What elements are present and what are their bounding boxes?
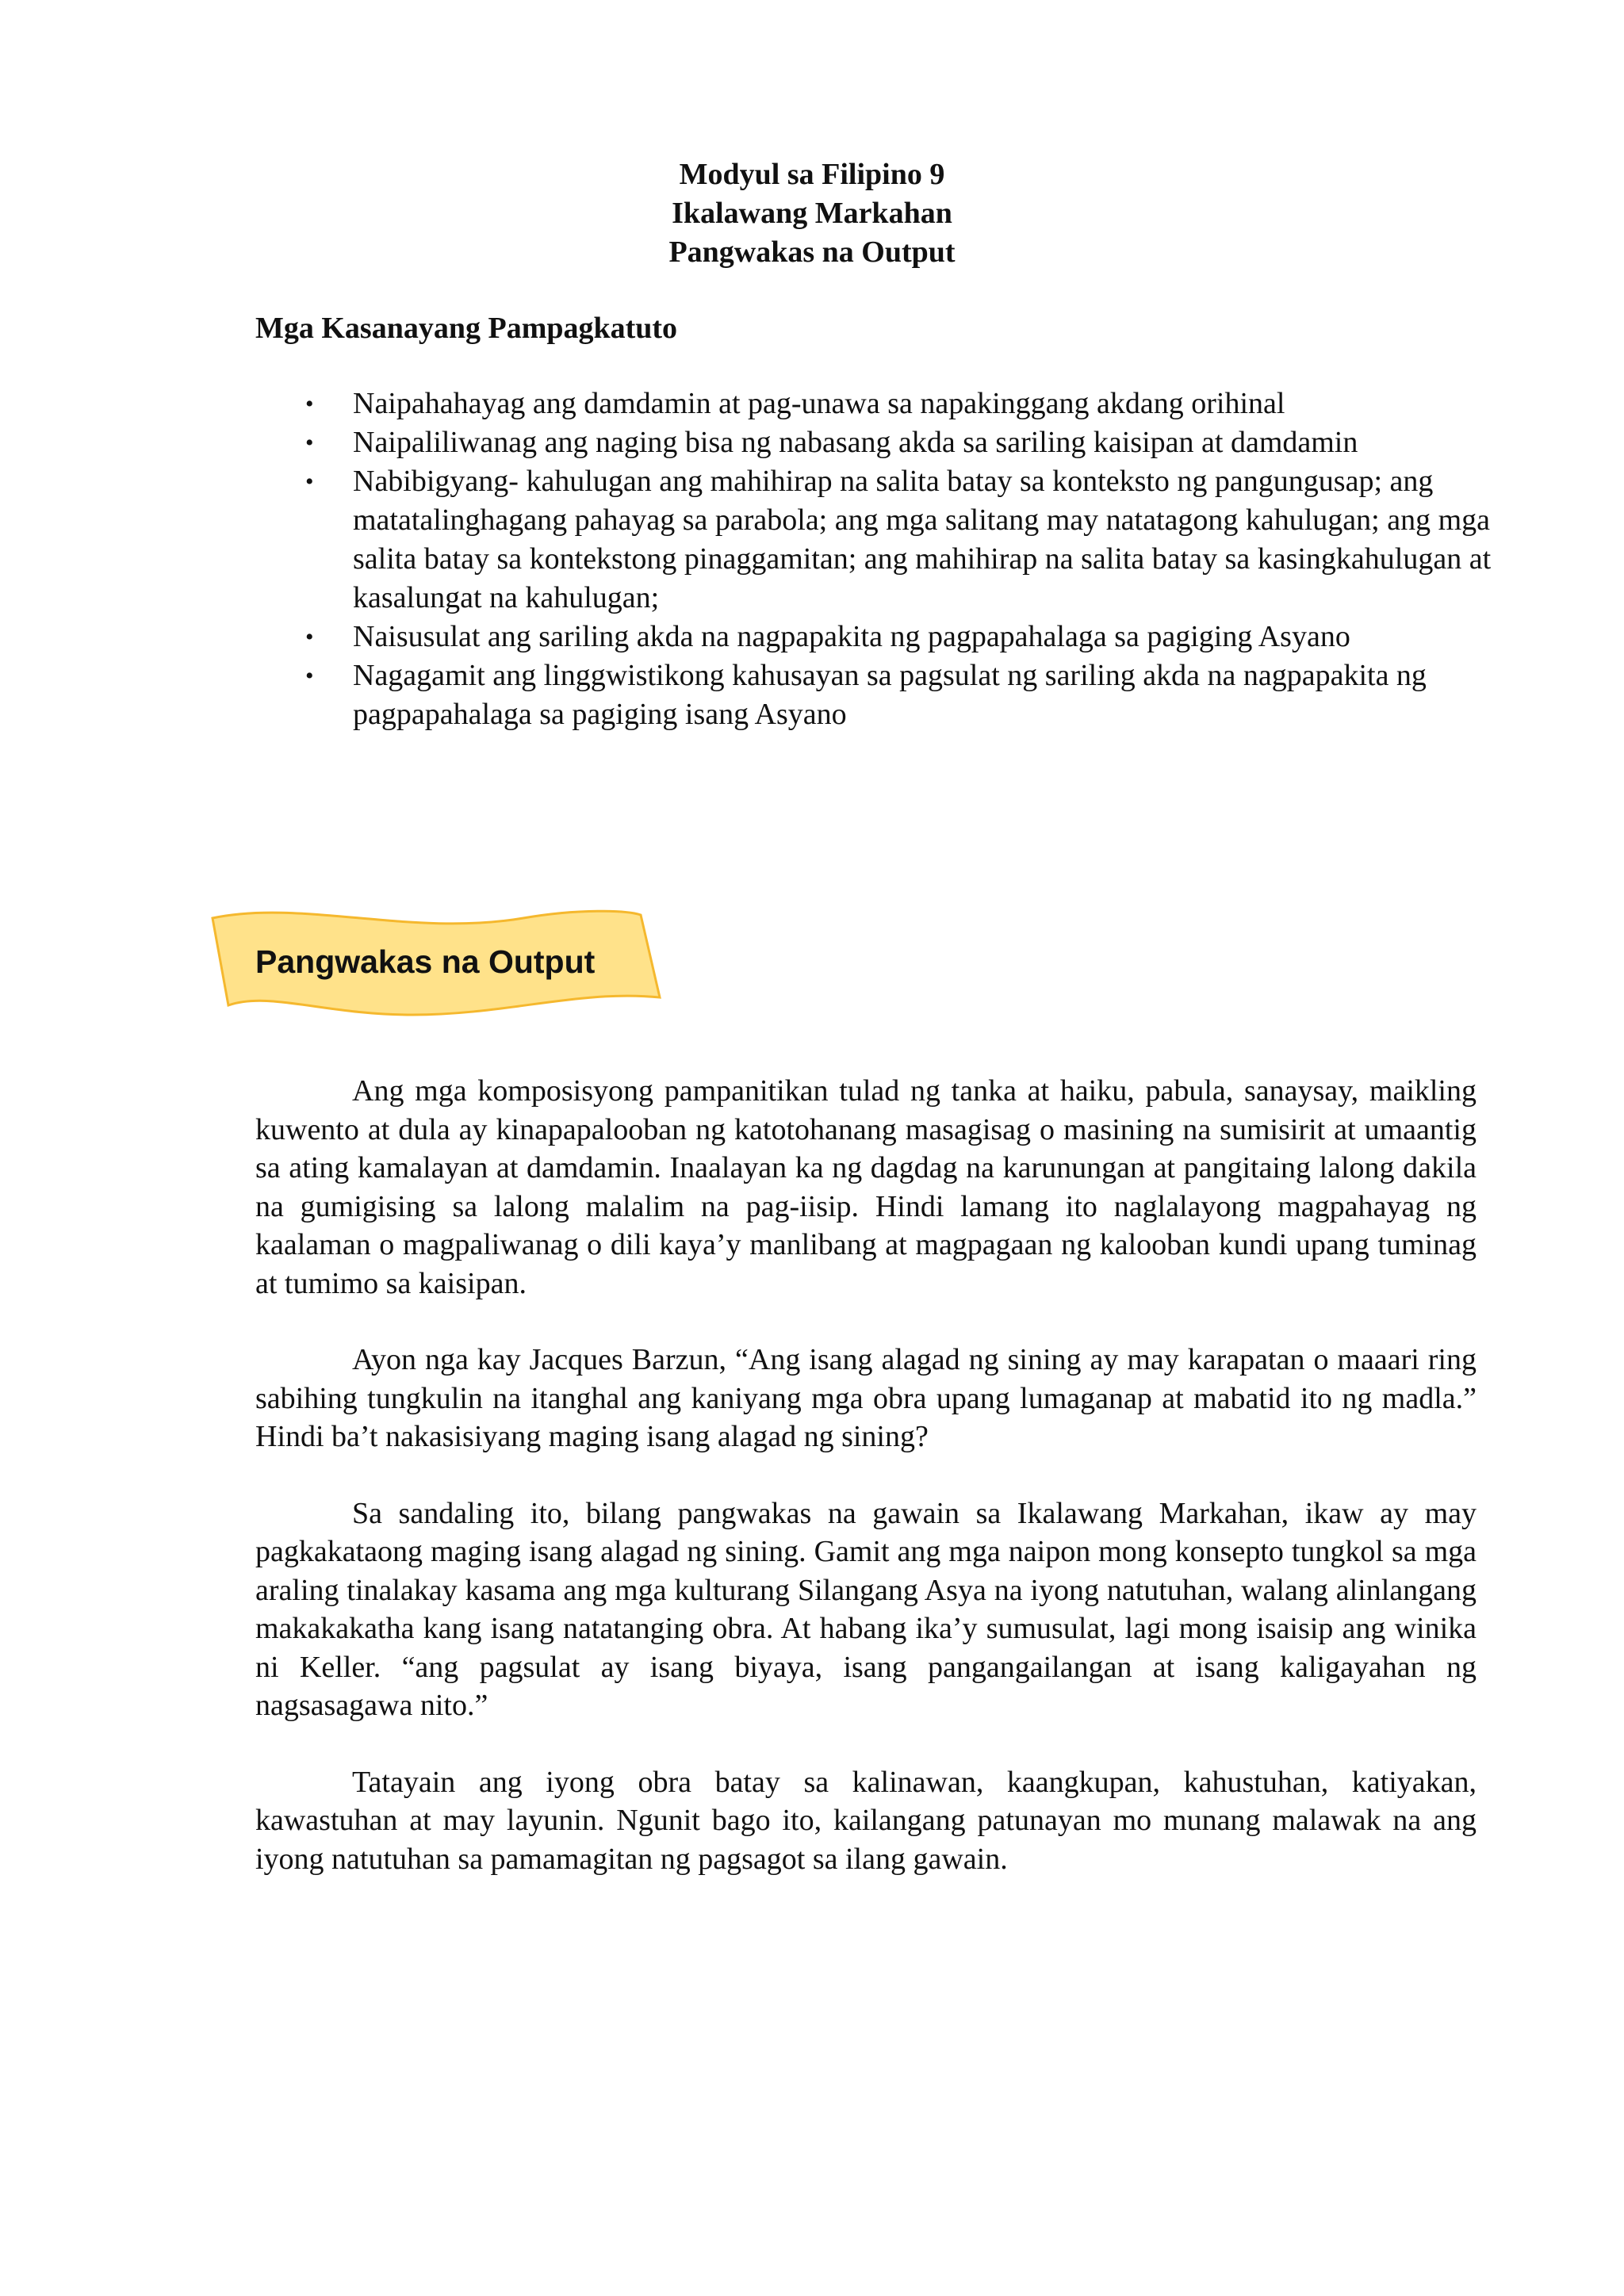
bullet-icon: • [305,469,314,495]
bullet-icon: • [305,624,314,650]
list-item [255,423,1492,462]
list-item-text: Naipaliliwanag ang naging bisa ng nabasang akda sa sariling kaisipan at damdamin [353,426,1358,459]
body-paragraph: Ayon nga kay Jacques Barzun, “Ang isang alagad ng sining ay may karapatan o maaari ring sabihing tungkulin na itanghal ang kaniyang mga obra upang lumaganap at mabatid ito ng madla.” Hindi ba’t nakasisiyang maging isang alagad ng sining? [255,1343,1477,1453]
banner-label: Pangwakas na Output [255,943,596,980]
competencies-heading: Mga Kasanayang Pampagkatuto [255,312,678,345]
section-banner [206,904,666,1023]
module-title: Modyul sa Filipino 9 [679,158,945,191]
quarter-title: Ikalawang Markahan [672,197,952,230]
body-paragraph: Tatayain ang iyong obra batay sa kalinawan, kaangkupan, kahustuhan, katiyakan, kawastuhan at may layunin. Ngunit bago ito, kailangang patunayan mo munang malawak na ang iyong natutuhan sa pamamagitan ng pagsagot sa ilang gawain. [255,1765,1477,1876]
list-item [255,618,1492,656]
output-title: Pangwakas na Output [668,235,956,269]
list-item [255,656,1492,734]
competencies-list [255,385,1492,734]
bullet-icon: • [305,391,314,417]
list-item [255,462,1492,618]
body-paragraph: Ang mga komposisyong pampanitikan tulad ng tanka at haiku, pabula, sanaysay, maikling kuwento at dula ay kinapapalooban ng katotohanang masagisag o masining na sumisirit at umaantig sa ating kamalayan at damdamin. Inaalayan ka ng dagdag na karunungan at pangitaing lalong dakila na gumigising sa lalong malalim na pag-iisip. Hindi lamang ito naglalayong magpahayag ng kaalaman o magpaliwanag o dili kaya’y manlibang at magpagaan ng kalooban kundi upang tuminag at tumimo sa kaisipan. [255,1074,1477,1300]
list-item-text: Nabibigyang- kahulugan ang mahihirap na salita batay sa konteksto ng pangungusap; ang matatalinghagang pahayag sa parabola; ang mga salitang may natatagong kahulugan; ang mga salita batay sa kontekstong pinaggamitan; ang mahihirap na salita batay sa kasingkahulugan at kasalungat na kahulugan; [353,465,1492,614]
list-item [255,385,1492,423]
body-text [255,1072,1477,1916]
list-item-text: Nagagamit ang linggwistikong kahusayan sa pagsulat ng sariling akda na nagpapakita ng pagpapahalaga sa pagiging isang Asyano [353,659,1427,731]
list-item-text: Naisusulat ang sariling akda na nagpapakita ng pagpapahalaga sa pagiging Asyano [353,620,1350,653]
bullet-icon: • [305,430,314,456]
body-paragraph: Sa sandaling ito, bilang pangwakas na gawain sa Ikalawang Markahan, ikaw ay may pagkakataong maging isang alagad ng sining. Gamit ang mga naipon mong konsepto tungkol sa mga araling tinalakay kasama ang mga kulturang Silangang Asya na iyong natutuhan, walang alinlangang makakakatha kang isang natatanging obra. At habang ika’y sumusulat, lagi mong isaisip ang winika ni Keller. “ang pagsulat ay isang biyaya, isang pangangailangan at isang kaligayahan ng nagsasagawa nito.” [255,1496,1477,1722]
bullet-icon: • [305,663,314,689]
module-header [0,155,1624,272]
list-item-text: Naipahahayag ang damdamin at pag-unawa sa napakinggang akdang orihinal [353,387,1285,420]
